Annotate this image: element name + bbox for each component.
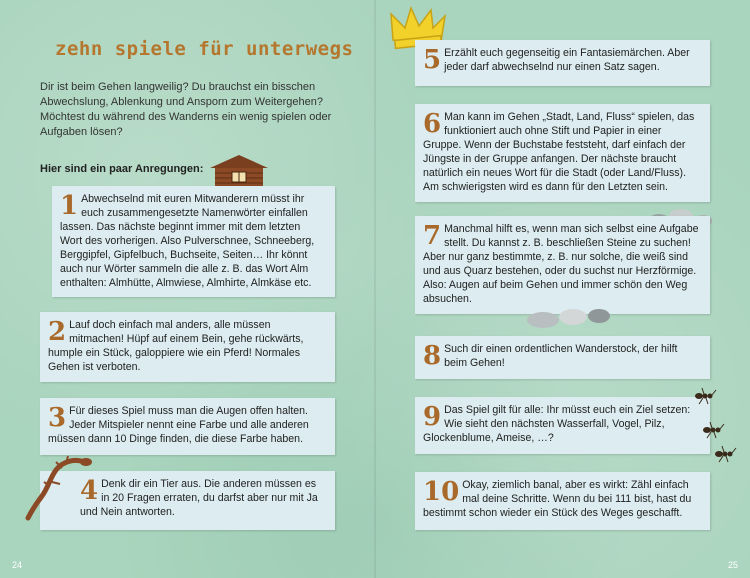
game-number: 7 (423, 221, 442, 251)
game-number: 5 (423, 45, 442, 75)
game-text: Okay, ziemlich banal, aber es wirkt: Zähl einfach mal deine Schritte. Wenn du bei 111 bist, hast du bestimmt schon wieder ein Stück des Weges geschafft. (423, 479, 692, 519)
game-number: 9 (423, 402, 442, 432)
game-text: Das Spiel gilt für alle: Ihr müsst euch ein Ziel setzen: Wie sieht den nächsten Wasserfall, Vogel, Pilz, Glockenblume, Ameise, …? (423, 404, 691, 444)
ant-icon (693, 386, 717, 406)
game-card-3 (40, 398, 335, 455)
game-number: 4 (80, 476, 99, 506)
game-card-6 (415, 104, 710, 202)
suggestions-heading: Hier sind ein paar Anregungen: (40, 163, 204, 175)
page-number: 25 (727, 560, 738, 570)
game-text: Erzählt euch gegenseitig ein Fantasiemärchen. Aber jeder darf abwechselnd nur einen Satz sagen. (444, 47, 690, 73)
stones-icon (525, 304, 615, 330)
game-text: Lauf doch einfach mal anders, alle müssen mitmachen! Hüpf auf einem Bein, gehe rückwärts, humple ein Stück, galoppiere wie ein Pferd! Normales Gehen ist verboten. (48, 319, 304, 373)
game-text: Man kann im Gehen „Stadt, Land, Fluss“ spielen, das funktioniert auch ohne Stift und Papier in einer Gruppe. Wenn der Buchstabe feststeht, darf einfach der Jüngste in der Gruppe anfangen. Der nächste braucht natürlich ein neues Wort für die Stadt (oder Land/Fluss). Am schwierigsten wird es dann für den Letzten sein. (423, 111, 695, 193)
game-number: 2 (48, 317, 67, 347)
game-card-7 (415, 216, 710, 314)
game-number: 10 (423, 477, 460, 507)
game-number: 8 (423, 341, 442, 371)
intro-paragraph: Dir ist beim Gehen langweilig? Du brauchst ein bisschen Abwechslung, Ablenkung und Ansporn zum Weitergehen? Möchtest du während des Wanderns ein wenig spielen oder Aufgaben lösen? (40, 81, 332, 138)
game-text: Manchmal hilft es, wenn man sich selbst eine Aufgabe stellt. Du kannst z. B. beschließen Steine zu suchen! Aber nur ganz bestimmte, z. B. nur solche, die weiß sind und aus Quarz bestehen, oder du suchst nur Herzförmige. Also: Augen auf beim Gehen und immer schön den Weg absuchen. (423, 223, 699, 305)
game-number: 3 (48, 403, 67, 433)
ant-icon (701, 420, 725, 440)
game-card-2 (40, 312, 335, 382)
page-title: zehn spiele für unterwegs (55, 38, 354, 60)
game-card-10 (415, 472, 710, 530)
game-text: Denk dir ein Tier aus. Die anderen müssen es in 20 Fragen erraten, du darfst aber nur mit Ja und Nein antworten. (80, 478, 318, 518)
game-number: 6 (423, 109, 442, 139)
game-text: Abwechselnd mit euren Mitwanderern müsst ihr euch zusammengesetzte Namenwörter einfallen lassen. Das nächste beginnt immer mit dem letzten Wort des vorherigen. Also Pulverschnee, Schneeberg, Berggipfel, Gipfelbuch, Buchseite, Seiten… Ihr könnt auch nur Wörter sammeln die alle z. B. das Wort Alm enthalten: Almhütte, Almwiese, Almhirte, Almkäse etc. (60, 193, 315, 289)
lizard-icon (22, 452, 94, 522)
ant-icon (713, 444, 737, 464)
game-text: Such dir einen ordentlichen Wanderstock, der hilft beim Gehen! (444, 343, 678, 369)
game-card-9 (415, 397, 710, 454)
game-card-5 (415, 40, 710, 86)
game-card-8 (415, 336, 710, 379)
right-page (375, 0, 750, 578)
page-number: 24 (12, 560, 23, 570)
game-number: 1 (60, 191, 79, 221)
game-card-1 (52, 186, 335, 297)
game-text: Für dieses Spiel muss man die Augen offen halten. Jeder Mitspieler nennt eine Farbe und alle anderen müssen dann 10 Dinge finden, die diese Farbe haben. (48, 405, 309, 445)
